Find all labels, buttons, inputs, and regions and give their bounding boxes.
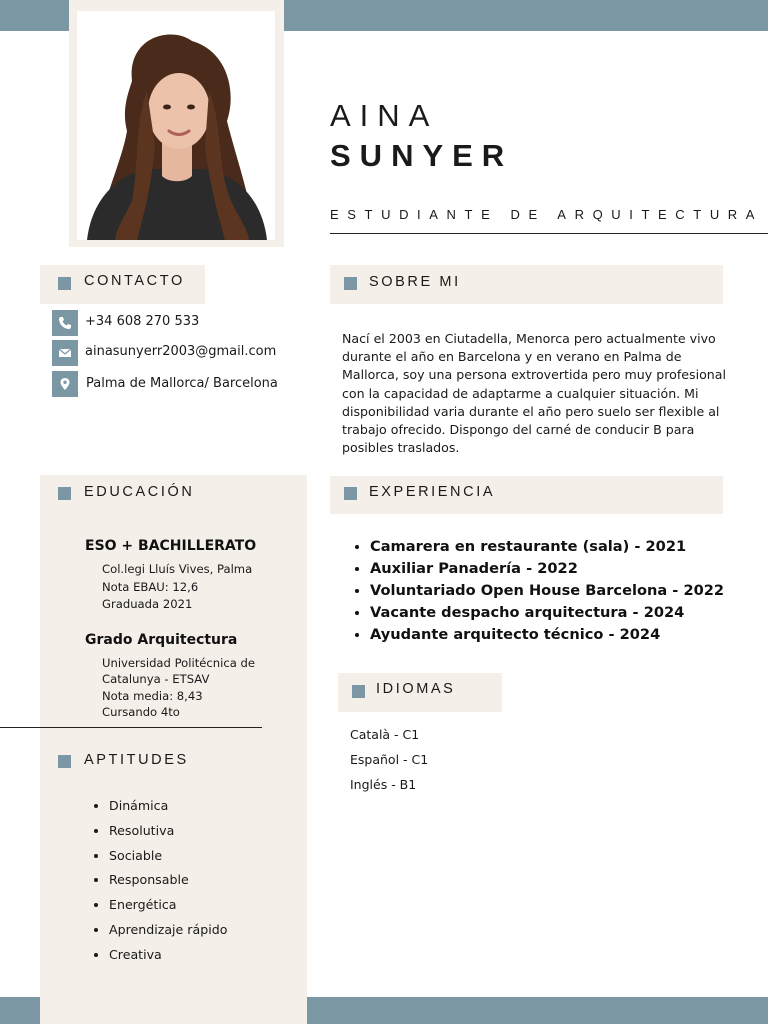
experience-heading [330, 476, 723, 514]
role-title: ESTUDIANTE DE ARQUITECTURA [330, 207, 764, 222]
education-title: Grado Arquitectura [85, 632, 238, 648]
language-item: Español - C1 [350, 752, 429, 767]
education-heading-label: EDUCACIÓN [84, 484, 195, 500]
language-item: Inglés - B1 [350, 777, 417, 792]
list-item: • Energética [109, 893, 227, 918]
skills-heading-label: APTITUDES [84, 752, 189, 768]
section-square-icon [352, 685, 365, 698]
section-square-icon [344, 277, 357, 290]
location-pin-icon [52, 371, 78, 397]
list-item: • Aprendizaje rápido [109, 918, 227, 943]
education-detail: Col.legi Lluís Vives, Palma [102, 562, 253, 576]
list-item: • Camarera en restaurante (sala) - 2021 [370, 536, 724, 558]
languages-heading-label: IDIOMAS [376, 681, 456, 697]
languages-heading [338, 673, 502, 712]
list-item: • Sociable [109, 844, 227, 869]
list-item: • Auxiliar Panadería - 2022 [370, 558, 724, 580]
about-heading-label: SOBRE MI [369, 274, 461, 290]
contact-heading [40, 265, 205, 304]
skills-heading [40, 742, 260, 781]
list-item: • Dinámica [109, 794, 227, 819]
education-detail: Cursando 4to [102, 705, 180, 719]
education-divider [0, 727, 262, 728]
education-title: ESO + BACHILLERATO [85, 538, 257, 554]
first-name: AINA [330, 98, 439, 133]
list-item: • Voluntariado Open House Barcelona - 2022 [370, 580, 724, 602]
about-heading [330, 265, 723, 304]
section-square-icon [344, 487, 357, 500]
list-item: • Vacante despacho arquitectura - 2024 [370, 602, 724, 624]
mail-icon [52, 340, 78, 366]
education-detail: Universidad Politécnica de [102, 656, 255, 670]
contact-phone: +34 608 270 533 [85, 314, 200, 329]
language-item: Català - C1 [350, 727, 420, 742]
section-square-icon [58, 487, 71, 500]
contact-heading-label: CONTACTO [84, 273, 185, 289]
education-detail: Catalunya - ETSAV [102, 672, 210, 686]
last-name: SUNYER [330, 138, 514, 173]
list-item: • Creativa [109, 943, 227, 968]
skills-list [91, 794, 227, 968]
role-underline [330, 233, 768, 234]
list-item: • Ayudante arquitecto técnico - 2024 [370, 624, 724, 646]
phone-icon [52, 310, 78, 336]
list-item: • Resolutiva [109, 819, 227, 844]
experience-heading-label: EXPERIENCIA [369, 484, 496, 500]
section-square-icon [58, 277, 71, 290]
contact-location: Palma de Mallorca/ Barcelona [86, 376, 278, 391]
about-text: Nací el 2003 en Ciutadella, Menorca pero actualmente vivo durante el año en Barcelona y en verano en Palma de Mallorca, soy una persona extrovertida pero muy profesional con la capacidad de adaptarme a cualquier situación. Mi disponibilidad varia durante el año pero suelo ser flexible al trabajo ofrecido. Dispongo del carné de conducir B para posibles traslados. [342, 331, 726, 456]
list-item: • Responsable [109, 868, 227, 893]
education-detail: Graduada 2021 [102, 597, 193, 611]
contact-email: ainasunyerr2003@gmail.com [85, 344, 277, 359]
profile-photo [77, 11, 275, 240]
section-square-icon [58, 755, 71, 768]
education-detail: Nota media: 8,43 [102, 689, 203, 703]
education-detail: Nota EBAU: 12,6 [102, 580, 199, 594]
education-heading [40, 475, 307, 514]
experience-list [350, 536, 724, 646]
